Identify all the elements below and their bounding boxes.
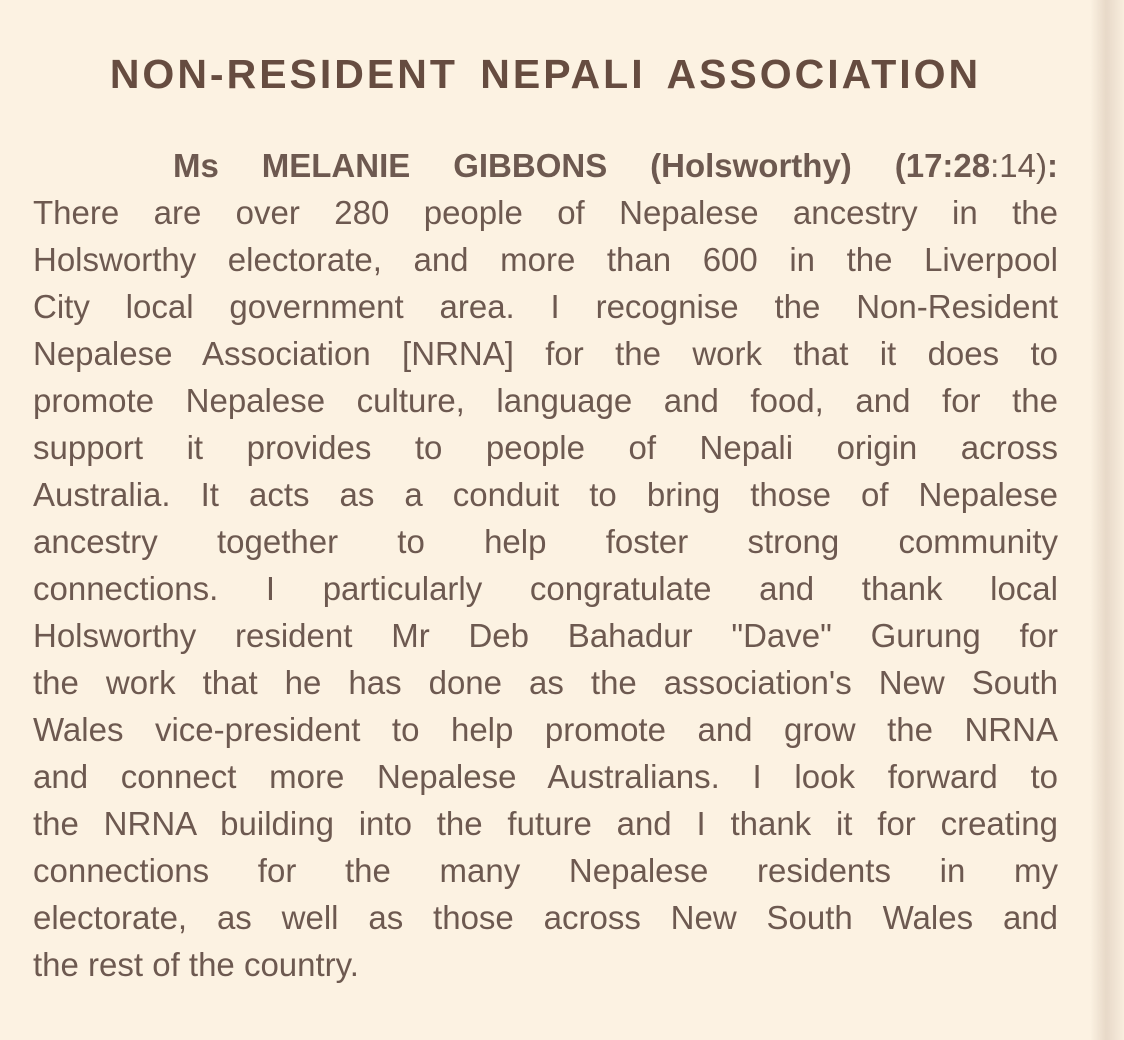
- speech-line: the rest of the country.: [33, 946, 359, 984]
- speech-line: electorate, as well as those across New South Wales and: [33, 899, 1058, 937]
- speech-line: the work that he has done as the association's New South: [33, 664, 1058, 702]
- speech-line: City local government area. I recognise the Non-Resident: [33, 288, 1058, 326]
- speech-lines: [33, 189, 1058, 988]
- speech-line: There are over 280 people of Nepalese ancestry in the: [33, 194, 1058, 232]
- speech-line: connections. I particularly congratulate and thank local: [33, 570, 1058, 608]
- speech-line: Australia. It acts as a conduit to bring those of Nepalese: [33, 476, 1058, 514]
- speech-paragraph: [33, 142, 1058, 988]
- speech-line: Wales vice-president to help promote and grow the NRNA: [33, 711, 1058, 749]
- speech-line: ancestry together to help foster strong community: [33, 523, 1058, 561]
- speech-line: support it provides to people of Nepali origin across: [33, 429, 1058, 467]
- page-title: NON-RESIDENT NEPALI ASSOCIATION: [109, 51, 982, 97]
- timestamp-seconds: :14): [990, 147, 1047, 185]
- speaker-name-and-time: Ms MELANIE GIBBONS (Holsworthy) (17:28: [173, 147, 991, 185]
- speech-line: promote Nepalese culture, language and food, and for the: [33, 382, 1058, 420]
- speech-line: Holsworthy electorate, and more than 600 in the Liverpool: [33, 241, 1058, 279]
- speech-line: Nepalese Association [NRNA] for the work that it does to: [33, 335, 1058, 373]
- speaker-line: [33, 142, 1058, 189]
- hansard-transcript-page: [0, 52, 1124, 1040]
- speech-line: connections for the many Nepalese residents in my: [33, 852, 1058, 890]
- speech-line: and connect more Nepalese Australians. I look forward to: [33, 758, 1058, 796]
- speech-line: the NRNA building into the future and I thank it for creating: [33, 805, 1058, 843]
- speech-line: Holsworthy resident Mr Deb Bahadur "Dave" Gurung for: [33, 617, 1058, 655]
- speaker-trailing-colon: :: [1047, 147, 1058, 185]
